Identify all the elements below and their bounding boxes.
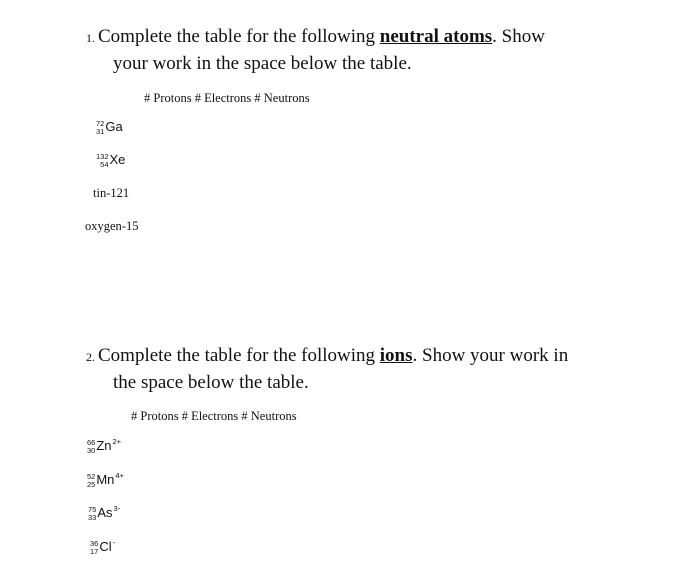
gallium-symbol: Ga <box>105 119 123 134</box>
chlorine-atomic-number: 17 <box>90 546 99 556</box>
arsenic-atomic-number: 33 <box>88 512 97 522</box>
question-1 <box>86 24 545 76</box>
arsenic-symbol: As <box>97 505 113 520</box>
chlorine-charge: - <box>112 538 116 547</box>
zinc-atomic-number: 30 <box>87 445 96 455</box>
question-1-text-start: Complete the table for the following <box>98 26 380 47</box>
ion-manganese <box>87 471 124 488</box>
question-2-number: 2. <box>86 350 95 364</box>
gallium-atomic-number: 31 <box>96 126 105 136</box>
manganese-symbol: Mn <box>96 472 115 487</box>
zinc-mass-number: 66 <box>87 438 96 448</box>
xenon-symbol: Xe <box>109 152 126 167</box>
question-2-line-2: the space below the table. <box>113 372 309 393</box>
ion-chlorine <box>90 538 115 555</box>
question-1-number: 1. <box>86 31 95 45</box>
row-tin-121: tin-121 <box>93 186 130 200</box>
manganese-atomic-number: 25 <box>87 479 96 489</box>
table-1-header: # Protons # Electrons # Neutrons <box>144 91 310 105</box>
arsenic-mass-number: 75 <box>88 505 97 515</box>
ion-arsenic <box>88 504 120 521</box>
zinc-symbol: Zn <box>96 438 112 453</box>
isotope-gallium <box>96 119 123 135</box>
table-2-header: # Protons # Electrons # Neutrons <box>131 409 297 423</box>
xenon-mass-number: 132 <box>96 152 109 162</box>
row-oxygen-15: oxygen-15 <box>85 219 139 233</box>
arsenic-charge: 3- <box>113 504 121 513</box>
ion-zinc <box>87 437 121 454</box>
question-2-text-start: Complete the table for the following <box>98 345 380 366</box>
manganese-charge: 4+ <box>115 471 124 480</box>
zinc-charge: 2+ <box>112 437 122 446</box>
question-2 <box>86 343 568 395</box>
isotope-xenon <box>96 152 125 168</box>
question-1-line-2: your work in the space below the table. <box>113 53 412 74</box>
question-1-emphasis: neutral atoms <box>379 26 493 47</box>
question-2-emphasis: ions <box>379 345 413 366</box>
manganese-mass-number: 52 <box>87 472 96 482</box>
chlorine-mass-number: 36 <box>90 539 99 549</box>
xenon-atomic-number: 54 <box>100 159 109 169</box>
gallium-mass-number: 72 <box>96 119 105 129</box>
question-2-text-end: . Show your work in <box>412 345 569 366</box>
chlorine-symbol: Cl <box>99 539 112 554</box>
question-1-text-end: . Show <box>492 26 545 47</box>
